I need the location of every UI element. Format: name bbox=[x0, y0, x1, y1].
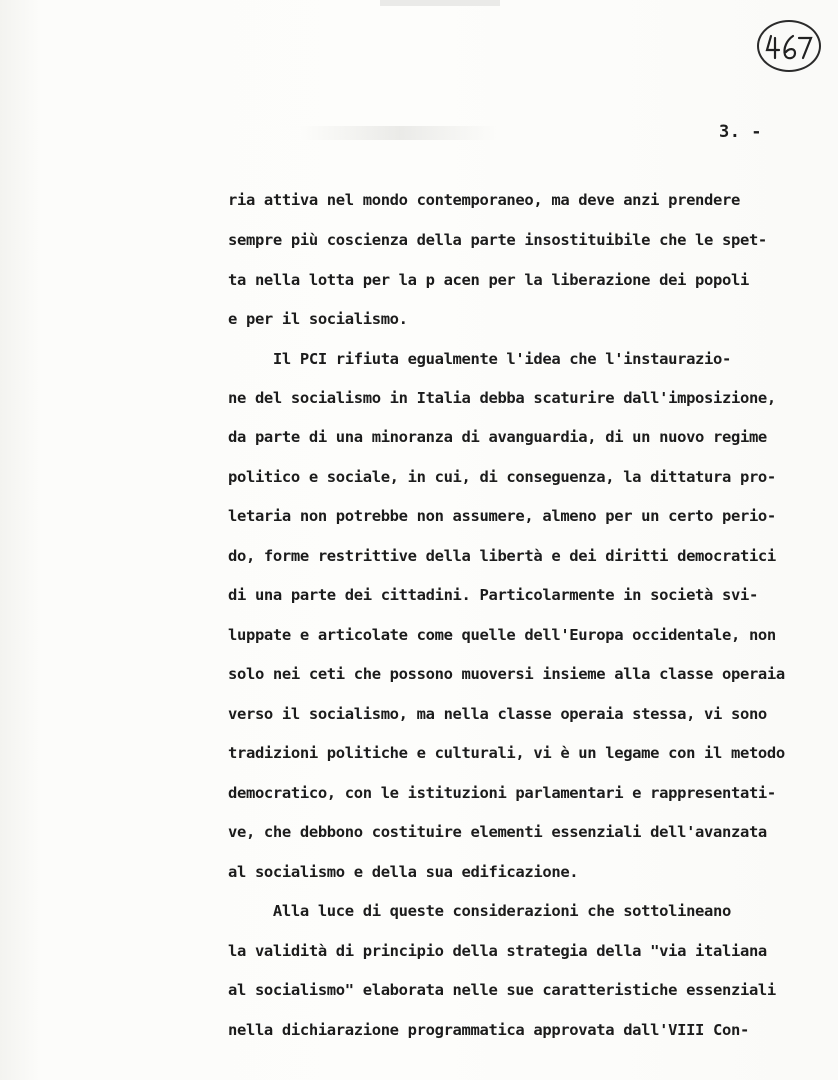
text-line: verso il socialismo, ma nella classe operaia stessa, vi sono bbox=[228, 705, 767, 723]
text-line: Il PCI rifiuta egualmente l'idea che l'instaurazio- bbox=[228, 350, 731, 368]
top-smudge-mark bbox=[380, 0, 500, 6]
text-line: ria attiva nel mondo contemporaneo, ma deve anzi prendere bbox=[228, 191, 740, 209]
archive-stamp bbox=[757, 20, 821, 72]
text-line: da parte di una minoranza di avanguardia, di un nuovo regime bbox=[228, 428, 767, 446]
text-line: politico e sociale, in cui, di conseguenza, la dittatura pro- bbox=[228, 468, 776, 486]
text-line: al socialismo e della sua edificazione. bbox=[228, 863, 579, 881]
text-line: ne del socialismo in Italia debba scaturire dall'imposizione, bbox=[228, 389, 776, 407]
text-line: al socialismo" elaborata nelle sue caratteristiche essenziali bbox=[228, 981, 776, 999]
text-line: democratico, con le istituzioni parlamentari e rappresentati- bbox=[228, 784, 776, 802]
text-line: nella dichiarazione programmatica approvata dall'VIII Con- bbox=[228, 1021, 749, 1039]
text-line: e per il socialismo. bbox=[228, 310, 408, 328]
text-line: di una parte dei cittadini. Particolarmente in società svi- bbox=[228, 586, 758, 604]
header-smudge bbox=[300, 126, 500, 140]
text-line: ve, che debbono costituire elementi essenziali dell'avanzata bbox=[228, 823, 767, 841]
page-number: 3. - bbox=[719, 122, 762, 142]
text-line: do, forme restrittive della libertà e dei diritti democratici bbox=[228, 547, 776, 565]
text-line: solo nei ceti che possono muoversi insieme alla classe operaia bbox=[228, 665, 785, 683]
text-line: la validità di principio della strategia della "via italiana bbox=[228, 942, 767, 960]
handwritten-number-icon bbox=[761, 26, 817, 66]
text-line: sempre più coscienza della parte insostituibile che le spet- bbox=[228, 231, 767, 249]
text-line: luppate e articolate come quelle dell'Europa occidentale, non bbox=[228, 626, 776, 644]
text-line: tradizioni politiche e culturali, vi è un legame con il metodo bbox=[228, 744, 785, 762]
text-line: letaria non potrebbe non assumere, almeno per un certo perio- bbox=[228, 507, 776, 525]
text-line: Alla luce di queste considerazioni che sottolineano bbox=[228, 902, 731, 920]
text-line: ta nella lotta per la p acen per la liberazione dei popoli bbox=[228, 271, 749, 289]
